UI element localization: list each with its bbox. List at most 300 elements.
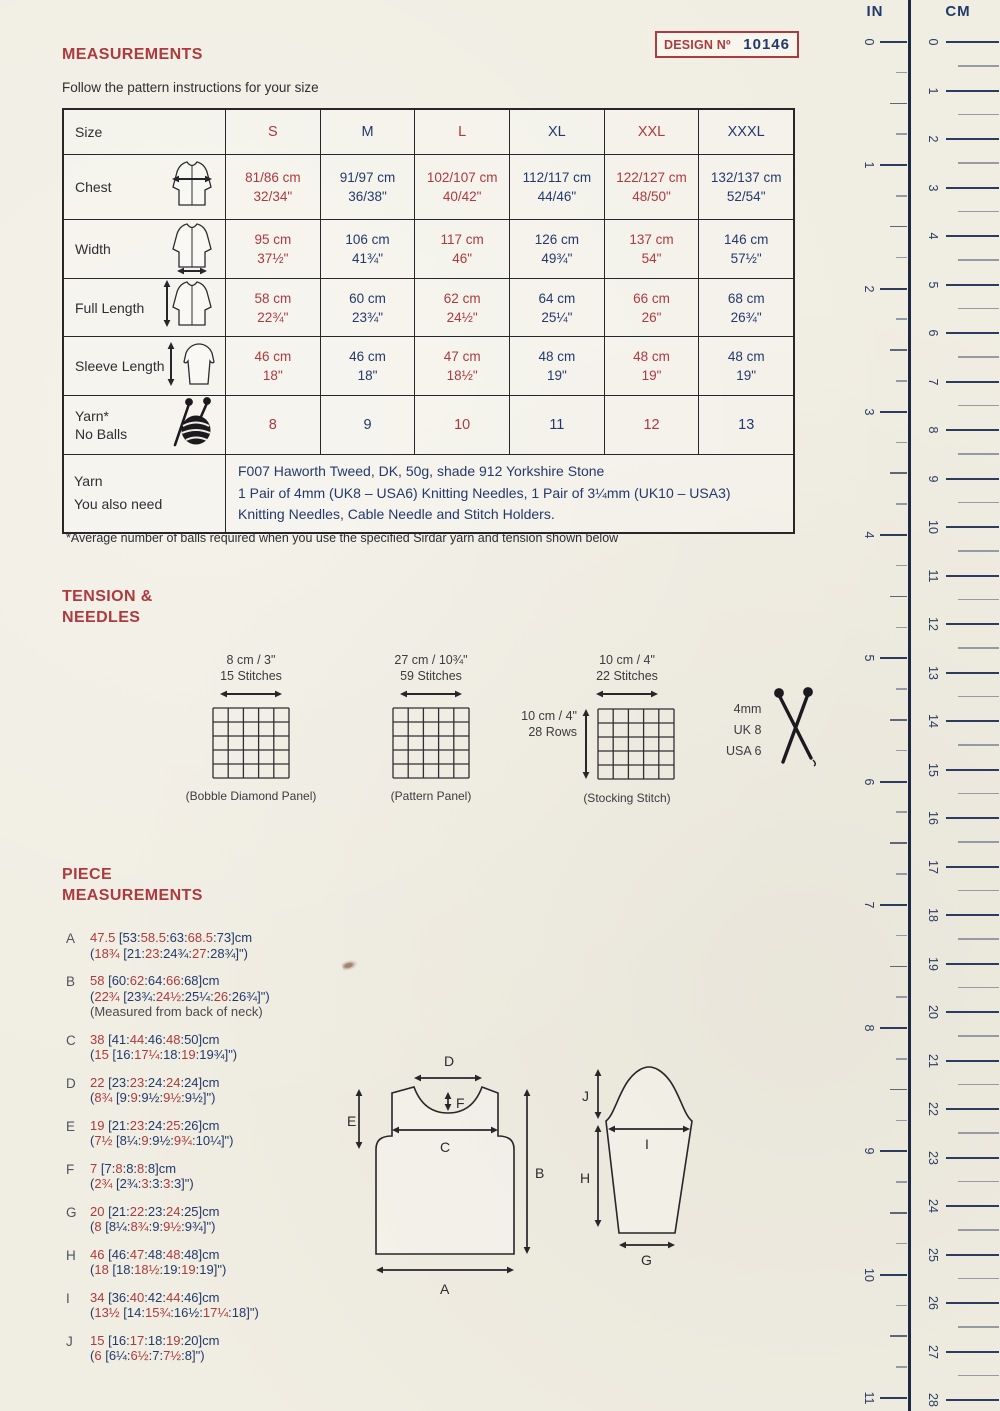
balls-value-cell: 13 [698,396,793,454]
ruler-tick [946,963,999,965]
yarn-info-label-cell [64,455,225,532]
ruler-tick [946,866,999,868]
ruler-cm-label: 1 [926,87,940,94]
ruler-tick [890,719,907,721]
piece-key: G [66,1204,77,1220]
svg-text:G: G [641,1252,652,1268]
ruler-inch-label: 0 [862,38,876,46]
value-in: 54" [641,251,662,266]
ruler-cm-label: 2 [926,135,940,143]
sweater-hem-arrow-icon [163,218,217,281]
ruler-tick [946,138,999,140]
ruler-inch-label: 7 [862,901,876,909]
value-cell [320,279,415,336]
ruler-tick [946,1011,999,1013]
size-header-xxxl: XXXL [698,110,793,154]
ruler-tick [890,842,907,844]
piece-cm-line: 19 [21:23:24:25:26]cm [90,1117,220,1133]
svg-text:J: J [582,1088,589,1104]
piece-in-line: (8 [8¼:8¾:9:9½:9¾]") [90,1219,216,1234]
ruler-tick [946,1399,999,1401]
ruler-tick [958,599,999,601]
ruler-tick [958,114,999,116]
piece-in-line: (15 [16:17¼:18:19:19¾]") [90,1047,238,1062]
ruler-cm-label: 3 [926,184,940,191]
ruler-tick [890,472,907,474]
piece-values [90,1204,366,1235]
row-label-cell [64,155,225,219]
width-arrow-icon [398,687,464,706]
measurements-subtitle: Follow the pattern instructions for your size [62,80,319,95]
ruler-tick [946,90,999,92]
svg-text:C: C [440,1139,451,1155]
value-in: 18½" [446,368,478,383]
ruler-tick [880,1274,907,1276]
tension-swatch-1 [176,652,326,803]
value-cell [225,220,320,278]
ruler-tick [880,657,907,659]
value-in: 57½" [730,251,762,266]
piece-measurement-B [66,973,366,1020]
ruler-tick [890,349,907,351]
ruler-tick [946,575,999,577]
value-cm: 58 cm [254,290,292,306]
value-in: 23¾" [351,309,384,325]
row-label-cell [64,279,225,336]
value-in: 32/34" [253,189,293,204]
ruler-tick [880,1150,907,1152]
value-in: 26" [641,309,662,325]
value-cm: 126 cm [534,232,579,247]
ruler-tick [958,1375,999,1377]
value-cell [414,337,509,395]
body-piece-diagram [345,1048,580,1315]
sweater-length-arrow-icon [163,276,217,339]
value-cell [698,337,793,395]
ruler-cm-label: 26 [926,1296,940,1310]
needle-usa-label: USA 6 [726,743,762,758]
size-corner-label: Size [75,124,103,140]
piece-cm-line: 15 [16:17:18:19:20]cm [90,1332,220,1348]
balls-value-cell: 11 [509,396,604,454]
ruler-cm-label: 10 [926,520,940,534]
piece-measurement-E [66,1118,366,1149]
ruler-inch-label: 11 [862,1391,876,1405]
size-header-m: M [320,110,415,154]
ruler-tick [958,308,999,310]
ruler-cm-label: 7 [926,378,940,385]
value-cell [414,155,509,219]
tension-swatch-2 [356,652,506,803]
value-in: 26¾" [730,309,762,325]
ruler-cm-label: 20 [926,1005,940,1019]
ruler-tick [896,72,907,74]
piece-in-line: (7½ [8¼:9:9½:9¾:10¼]") [90,1133,234,1148]
tension-needles-title [62,586,153,628]
ruler-tick [958,1035,999,1037]
ruler-cm-label: 15 [926,762,940,777]
svg-text:D: D [444,1053,455,1069]
balls-value-cell: 9 [320,396,415,454]
swatch-size-label: 10 cm / 4" [599,653,655,667]
ruler-cm-label: 5 [926,281,940,288]
ruler-tick [958,744,999,746]
ruler-tick [890,1089,907,1091]
ruler-inch-label: 6 [862,778,876,786]
yarn-line1: F007 Haworth Tweed, DK, 50g, shade 912 Yorkshire Stone [238,463,605,479]
ruler-cm-label: 12 [926,617,940,631]
value-cm: 48 cm [538,349,576,364]
value-cm: 117 cm [440,232,484,247]
value-cell [225,337,320,395]
ruler-tick [946,817,999,819]
balls-value-cell: 10 [414,396,509,454]
ruler-cm-label: 18 [926,908,940,922]
ruler-tick [896,811,907,813]
ruler-divider-line [908,0,911,1411]
ruler-cm-label: 4 [926,232,940,240]
value-cell [320,155,415,219]
value-cm: 91/97 cm [339,170,396,185]
value-in: 52/54" [726,189,766,204]
svg-text:I: I [645,1136,649,1152]
piece-cm-line: 22 [23:23:24:24:24]cm [90,1074,220,1090]
design-number-value: 10146 [743,36,790,53]
piece-key: D [66,1075,76,1091]
rows-arrow-icon [579,707,593,786]
ruler-tick [890,596,907,598]
ruler-tick [896,257,907,259]
ruler-tick [896,935,907,937]
piece-key: A [66,931,76,946]
svg-text:H: H [580,1170,591,1186]
ruler-tick [946,1254,999,1256]
sweater-chest-arrow-icon [163,156,217,219]
piece-cm-line: 20 [21:22:23:24:25]cm [90,1203,220,1219]
ruler-cm-label: 28 [926,1393,940,1407]
swatch-size-label: 8 cm / 3" [226,653,276,667]
ruler-tick [958,890,999,892]
ruler-tick [958,453,999,455]
yarn-info-row [64,454,793,532]
piece-values [90,1075,366,1106]
ruler-cm-label: 21 [926,1053,940,1068]
svg-text:F: F [456,1095,465,1111]
value-cell [509,337,604,395]
value-cell [509,279,604,336]
ruler-tick [958,938,999,940]
ruler-cm-label: 13 [926,665,940,680]
ruler-cm-label: 19 [926,956,940,971]
ruler-inch-label: 2 [862,285,876,293]
design-number-label: DESIGN Nº [664,37,731,52]
balls-label-line1: Yarn* [75,408,109,424]
needle-uk-label: UK 8 [733,722,762,737]
ruler-tick [880,41,907,43]
ruler-tick [896,503,907,505]
piece-measurement-A [66,930,366,961]
piece-measurements-list [66,930,366,1376]
value-cell [604,220,699,278]
value-cell [604,155,699,219]
value-cm: 46 cm [349,349,386,364]
row-label: Sleeve Length [75,358,165,374]
ruler-tick [890,1335,907,1337]
ruler-cm-label: 24 [926,1199,940,1213]
piece-values [90,1247,366,1278]
value-in: 46" [452,251,473,266]
ruler-tick [896,873,907,875]
ruler-tick [896,1366,907,1368]
ruler-tick [896,1181,907,1183]
ruler-tick [958,1278,999,1280]
ruler-tick [958,841,999,843]
ruler-tick [958,405,999,407]
size-table-row [64,278,793,336]
value-cm: 106 cm [345,232,390,247]
ruler-tick [896,1243,907,1245]
value-cm: 122/127 cm [616,170,687,185]
value-cell [414,279,509,336]
value-cell [698,155,793,219]
balls-footnote: *Average number of balls required when you use the specified Sirdar yarn and tension shown below [66,531,619,545]
piece-key: C [66,1032,76,1048]
value-cm: 48 cm [633,349,670,364]
size-table-header-row [64,110,793,154]
ruler-tick [946,429,999,431]
ruler-tick [958,1326,999,1328]
ruler-tick [946,41,999,43]
piece-measurement-J [66,1333,366,1364]
piece-cm-line: 38 [41:44:46:48:50]cm [90,1031,220,1047]
ruler-tick [880,904,907,906]
ruler-tick [896,1120,907,1122]
value-in: 37½" [257,251,289,266]
ruler-tick [946,1108,999,1110]
sleeve-piece-diagram [570,1055,710,1278]
piece-cm-line: 34 [36:40:42:44:46]cm [90,1289,220,1305]
ruler-tick [958,987,999,989]
ruler-inch-label: 3 [862,408,876,416]
piece-measurement-I [66,1290,366,1321]
ruler-tick [958,356,999,358]
stitch-grid-icon [212,707,290,784]
crossed-needles-icon [767,686,823,773]
piece-cm-line: 7 [7:8:8:8:8]cm [90,1160,177,1176]
ruler-tick [946,284,999,286]
value-cell [604,279,699,336]
ruler-tick [946,187,999,189]
ruler-tick [958,162,999,164]
ruler-tick [958,1132,999,1134]
size-table [62,108,795,534]
ruler-tick [958,696,999,698]
stitch-grid-icon [597,708,675,785]
size-table-row [64,219,793,278]
svg-text:B: B [535,1165,545,1181]
value-cell [225,279,320,336]
ruler-tick [946,1302,999,1304]
value-cell [509,155,604,219]
design-number-box [655,31,799,58]
piece-in-line: (18¾ [21:23:24¾:27:28¾]") [90,945,248,961]
ruler-tick [890,103,907,105]
balls-value-cell: 8 [225,396,320,454]
ruler-tick [958,65,999,67]
swatch-caption: (Bobble Diamond Panel) [185,789,317,803]
ruler-cm-header: CM [945,3,971,20]
ruler-cm-label: 17 [926,859,940,874]
balls-label-line2: No Balls [75,426,128,442]
value-cell [225,155,320,219]
value-in: 44/46" [537,189,577,204]
size-header-xl: XL [509,110,604,154]
ruler-tick [946,672,999,674]
piece-in-line: (13½ [14:15¾:16½:17¼:18]") [90,1305,259,1320]
rows-size-text: 10 cm / 4" [521,709,577,723]
row-label: Width [75,241,111,257]
ruler-tick [946,720,999,722]
ruler-tick [958,1181,999,1183]
ruler-cm-label: 27 [926,1344,940,1359]
row-label: Full Length [75,299,145,316]
ruler-tick [958,793,999,795]
value-cell [698,279,793,336]
piece-values [90,1290,366,1321]
value-cm: 47 cm [443,349,481,364]
measurements-title: MEASUREMENTS [62,46,203,63]
value-in: 36/38" [348,189,387,204]
svg-text:A: A [440,1281,450,1297]
ruler-tick [946,1157,999,1159]
row-label-cell [64,220,225,278]
piece-cm-line: 46 [46:47:48:48:48]cm [90,1246,220,1262]
ruler-tick [880,1027,907,1029]
ruler-cm-label: 16 [926,811,940,825]
piece-values [90,1161,366,1192]
ruler-tick [890,226,907,228]
ruler-cm-label: 23 [926,1150,940,1165]
needle-size-labels [726,702,761,758]
ruler-tick [880,781,907,783]
tension-title-line1: TENSION & [62,588,153,605]
ruler-inch-label: 4 [862,531,876,539]
ruler-tick [946,769,999,771]
ruler-cm-label: 22 [926,1102,940,1116]
piece-in-line: (22¾ [23¾:24½:25¼:26:26¾]") [90,988,270,1004]
piece-measurement-F [66,1161,366,1192]
value-cell [414,220,509,278]
ruler-tick [946,1205,999,1207]
value-cell [320,220,415,278]
piece-key: B [66,974,76,989]
value-in: 19" [546,368,567,383]
piece-measurements-title [62,864,203,906]
value-in: 25¼" [541,309,573,325]
size-header-l: L [414,110,509,154]
ruler-tick [896,195,907,197]
size-corner-cell [64,110,225,154]
value-cm: 62 cm [443,290,481,306]
svg-text:E: E [347,1113,357,1129]
ruler-cm-label: 11 [926,569,940,582]
value-in: 18" [357,368,378,383]
piece-measurement-H [66,1247,366,1278]
value-cm: 146 cm [724,232,769,247]
ruler-tick [958,259,999,261]
ruler-tick [958,502,999,504]
ruler-tick [958,1229,999,1231]
ruler-inch-label: 9 [862,1147,876,1155]
piece-title-line1: PIECE [62,866,113,883]
ruler-tick [946,235,999,237]
piece-values [90,1118,366,1149]
value-in: 19" [641,368,662,383]
ruler-cm-label: 8 [926,426,940,434]
value-cell [698,220,793,278]
piece-cm-line: 47.5 [53:58.5:63:68.5:73]cm [90,930,253,945]
swatch-caption: (Stocking Stitch) [583,791,671,805]
value-in: 49¾" [541,251,573,266]
value-cm: 102/107 cm [426,170,498,185]
ruler-inch-label: 5 [862,654,876,662]
ruler-tick [946,914,999,916]
value-cm: 66 cm [633,290,670,306]
piece-cm-line: 58 [60:62:64:66:68]cm [90,973,220,988]
piece-key: H [66,1247,76,1263]
piece-values [90,1032,366,1063]
piece-values [90,930,366,961]
swatch-caption: (Pattern Panel) [390,789,472,803]
ruler-tick [880,534,907,536]
value-in: 24½" [446,309,478,325]
ruler-tick [880,1397,907,1399]
balls-label [75,407,127,443]
ruler-tick [880,164,907,166]
value-cell [604,337,699,395]
value-cm: 48 cm [727,349,765,364]
ruler-tick [958,211,999,213]
size-header-s: S [225,110,320,154]
balls-label-cell [64,396,225,454]
value-cm: 81/86 cm [245,170,301,185]
ruler-cm-label: 6 [926,329,940,337]
piece-values [90,1333,366,1364]
stitch-grid-icon [392,707,470,784]
ruler-tick [890,1212,907,1214]
value-in: 22¾" [257,309,289,325]
ruler-tick [946,478,999,480]
size-table-row [64,154,793,219]
ruler-tick [958,1084,999,1086]
yarn-info-label2: You also need [74,496,163,513]
value-cm: 112/117 cm [522,170,592,185]
swatch-stitches-label: 59 Stitches [400,669,462,683]
ruler-tick [946,381,999,383]
ruler-tick [880,411,907,413]
row-label-cell [64,337,225,395]
yarn-ball-icon [169,397,217,454]
swatch-grid-wrap [579,707,675,786]
ruler-inch-header: IN [866,3,884,20]
value-in: 19" [736,368,757,383]
yarn-line2: 1 Pair of 4mm (UK8 – USA6) Knitting Needles, 1 Pair of 3¼mm (UK10 – USA3) Knitting Needles, Cable Needle and Stitch Holders. [238,484,731,522]
ruler-tick [896,996,907,998]
size-header-xxl: XXL [604,110,699,154]
ruler-tick [896,627,907,629]
needle-mm-label: 4mm [733,701,762,716]
value-cm: 137 cm [629,232,674,247]
